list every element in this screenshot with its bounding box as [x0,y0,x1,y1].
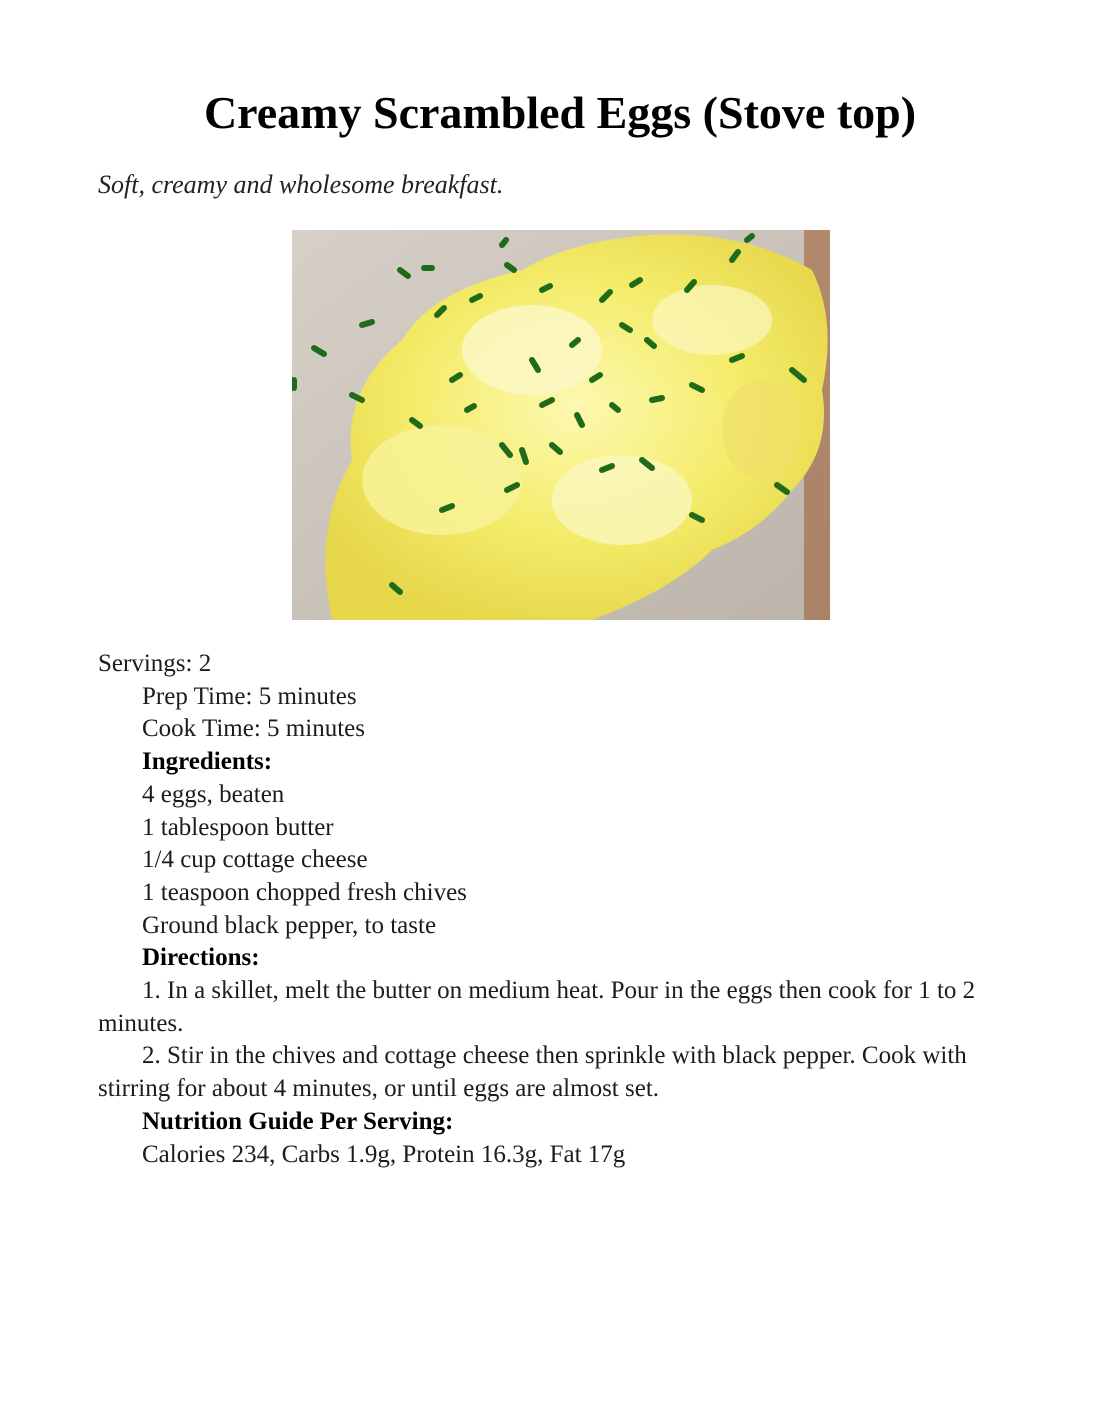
cook-time: Cook Time: 5 minutes [142,715,365,743]
prep-time: Prep Time: 5 minutes [142,682,357,710]
ingredient-item: 1 teaspoon chopped fresh chives [142,878,467,906]
nutrition-heading: Nutrition Guide Per Serving: [142,1107,454,1135]
ingredient-item: 1 tablespoon butter [142,813,334,841]
nutrition-values: Calories 234, Carbs 1.9g, Protein 16.3g, Fat 17g [142,1140,626,1168]
ingredient-item: 1/4 cup cottage cheese [142,846,368,874]
directions-heading: Directions: [142,944,260,972]
ingredient-item: Ground black pepper, to taste [142,911,437,939]
page-title: Creamy Scrambled Eggs (Stove top) [203,87,917,138]
ingredient-item: 4 eggs, beaten [142,780,285,808]
servings: Servings: 2 [98,650,212,677]
ingredients-heading: Ingredients: [142,748,273,776]
recipe-subtitle: Soft, creamy and wholesome breakfast. [98,170,504,199]
recipe-body [98,648,1028,1171]
scrambled-eggs-photo [292,230,830,620]
direction-step: 2. Stir in the chives and cottage cheese then sprinkle with black pepper. Cook with stirring for about 4 minutes, or until eggs are almost set. [98,1042,967,1103]
direction-step: 1. In a skillet, melt the butter on medium heat. Pour in the eggs then cook for 1 to 2 minutes. [98,977,976,1037]
